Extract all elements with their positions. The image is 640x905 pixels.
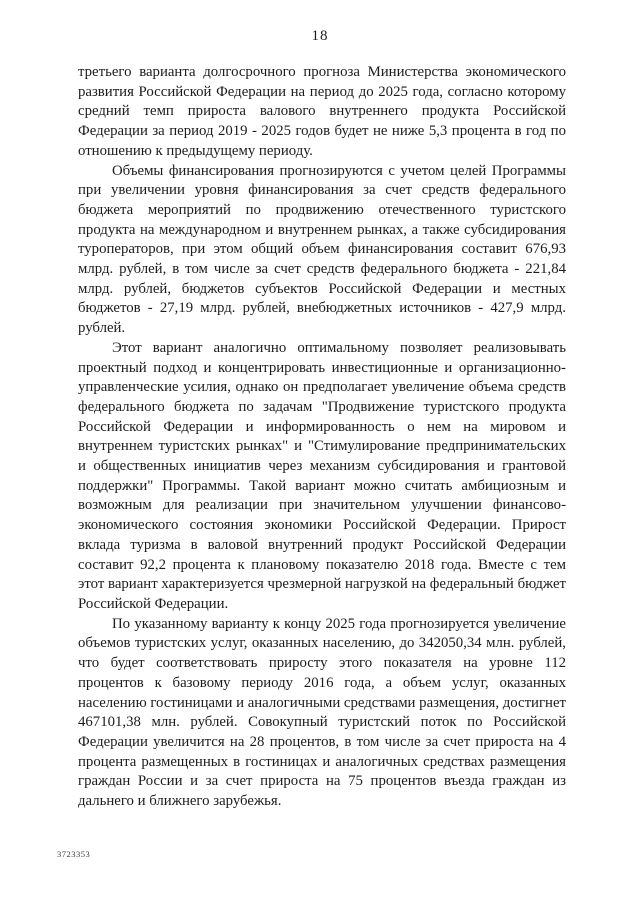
page-number: 18 xyxy=(311,28,329,44)
paragraph-financing-volumes: Объемы финансирования прогнозируются с учетом целей Программы при увеличении уровня финансирования за счет средств федерального бюджета мероприятий по продвижению отечественного туристского продукта на международном и внутреннем рынках, а также субсидирования туроператоров, при этом общий объем финансирования составит 676,93 млрд. рублей, в том числе за счет средств федерального бюджета - 221,84 млрд. рублей, бюджетов субъектов Российской Федерации и местных бюджетов - 27,19 млрд. рублей, внебюджетных источников - 427,9 млрд. рублей. xyxy=(78,162,566,337)
paragraph-forecast-2025: По указанному варианту к концу 2025 года прогнозируется увеличение объемов туристских услуг, оказанных населению, до 342050,34 млн. рублей, что будет соответствовать приросту этого показателя на уровне 112 процентов к базовому периоду 2016 года, а объем услуг, оказанных населению гостиницами и аналогичными средствами размещения, достигнет 467101,38 млн. рублей. Совокупный туристский поток по Российской Федерации увеличится на 28 процентов, в том числе за счет прироста на 4 процента размещенных в гостиницах и аналогичных средствах размещения граждан России и за счет прироста на 75 процентов въезда граждан из дальнего и ближнего зарубежья. xyxy=(78,615,566,810)
paragraph-variant-description: Этот вариант аналогично оптимальному позволяет реализовывать проектный подход и концентрировать инвестиционные и организационно-управленческие усилия, однако он предполагает увеличение объема средств федерального бюджета по задачам "Продвижение туристского продукта Российской Федерации и информированность о нем на мировом и внутреннем туристских рынках" и "Стимулирование предпринимательских и общественных инициатив через механизм субсидирования и грантовой поддержки" Программы. Такой вариант можно считать амбициозным и возможным для реализации при значительном улучшении финансово-экономического состояния экономики Российской Федерации. Прирост вклада туризма в валовой внутренний продукт Российской Федерации составит 92,2 процента к плановому показателю 2018 года. Вместе с тем этот вариант характеризуется чрезмерной нагрузкой на федеральный бюджет Российской Федерации. xyxy=(78,339,566,612)
document-body xyxy=(78,63,566,812)
footer-code: 3723353 xyxy=(57,849,91,859)
paragraph-continuation: третьего варианта долгосрочного прогноза Министерства экономического развития Российской Федерации на период до 2025 года, согласно которому средний темп прироста валового внутреннего продукта Российской Федерации за период 2019 - 2025 годов будет не ниже 5,3 процента в год по отношению к предыдущему периоду. xyxy=(78,64,566,159)
